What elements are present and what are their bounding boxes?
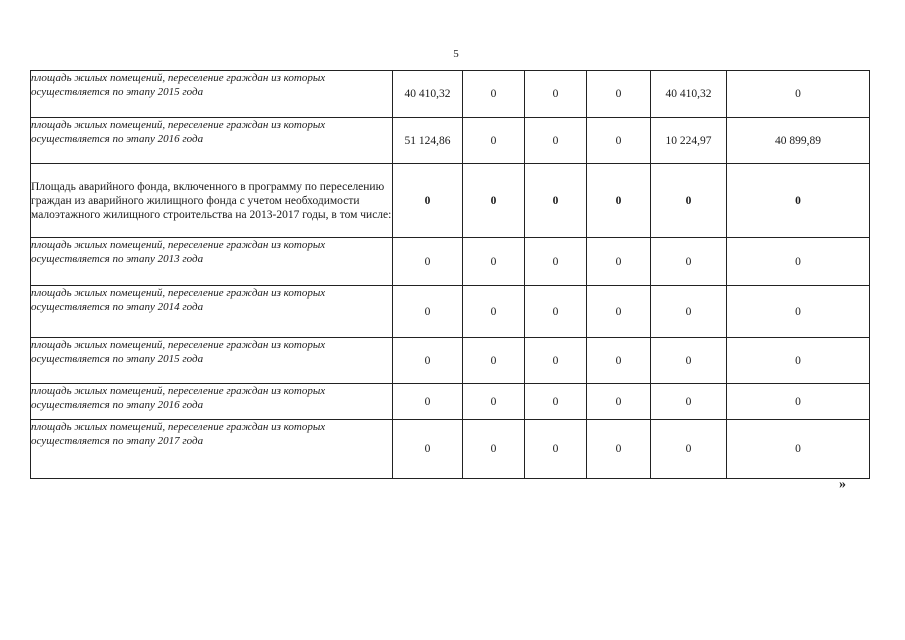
value-cell: 0 [525, 118, 587, 164]
value-cell: 0 [651, 420, 727, 479]
table-row [31, 238, 870, 286]
value-cell: 0 [727, 338, 870, 384]
value-cell: 0 [393, 384, 463, 420]
value-cell: 51 124,86 [393, 118, 463, 164]
table-row [31, 384, 870, 420]
row-label: площадь жилых помещений, переселение граждан из которых осуществляется по этапу 2016 года [31, 384, 393, 420]
row-label: площадь жилых помещений, переселение граждан из которых осуществляется по этапу 2016 года [31, 118, 393, 164]
value-cell: 0 [393, 338, 463, 384]
value-cell: 0 [651, 164, 727, 238]
value-cell: 0 [587, 384, 651, 420]
value-cell: 0 [525, 238, 587, 286]
value-cell: 0 [463, 118, 525, 164]
value-cell: 0 [727, 238, 870, 286]
value-cell: 0 [393, 420, 463, 479]
value-cell: 0 [587, 420, 651, 479]
value-cell: 0 [525, 384, 587, 420]
value-cell: 0 [525, 338, 587, 384]
value-cell: 0 [587, 238, 651, 286]
value-cell: 0 [463, 164, 525, 238]
value-cell: 0 [525, 286, 587, 338]
value-cell: 0 [587, 338, 651, 384]
value-cell: 0 [587, 118, 651, 164]
value-cell: 0 [651, 384, 727, 420]
table-row [31, 420, 870, 479]
row-label: Площадь аварийного фонда, включенного в программу по переселению граждан из аварийного жилищного фонда с учетом необходимости малоэтажного жилищного строительства на 2013-2017 годы, в том числе: [31, 164, 393, 238]
value-cell: 0 [393, 238, 463, 286]
value-cell: 0 [727, 164, 870, 238]
row-label: площадь жилых помещений, переселение граждан из которых осуществляется по этапу 2014 года [31, 286, 393, 338]
row-label: площадь жилых помещений, переселение граждан из которых осуществляется по этапу 2017 года [31, 420, 393, 479]
value-cell: 0 [587, 286, 651, 338]
value-cell: 0 [587, 164, 651, 238]
table-row [31, 286, 870, 338]
value-cell: 0 [463, 71, 525, 118]
value-cell: 0 [463, 286, 525, 338]
value-cell: 0 [525, 420, 587, 479]
value-cell: 40 899,89 [727, 118, 870, 164]
table-row [31, 338, 870, 384]
data-table [30, 70, 870, 479]
value-cell: 0 [727, 420, 870, 479]
value-cell: 0 [525, 164, 587, 238]
value-cell: 0 [651, 238, 727, 286]
row-label: площадь жилых помещений, переселение граждан из которых осуществляется по этапу 2013 года [31, 238, 393, 286]
value-cell: 0 [651, 338, 727, 384]
value-cell: 0 [727, 286, 870, 338]
value-cell: 0 [525, 71, 587, 118]
value-cell: 0 [393, 286, 463, 338]
value-cell: 0 [463, 338, 525, 384]
closing-quote-mark: » [839, 477, 846, 492]
value-cell: 0 [727, 71, 870, 118]
value-cell: 0 [393, 164, 463, 238]
table-row [31, 71, 870, 118]
row-label: площадь жилых помещений, переселение граждан из которых осуществляется по этапу 2015 года [31, 338, 393, 384]
value-cell: 40 410,32 [651, 71, 727, 118]
value-cell: 0 [727, 384, 870, 420]
table-row [31, 118, 870, 164]
table-row [31, 164, 870, 238]
table-body [31, 71, 870, 479]
row-label: площадь жилых помещений, переселение граждан из которых осуществляется по этапу 2015 года [31, 71, 393, 118]
value-cell: 0 [463, 420, 525, 479]
value-cell: 10 224,97 [651, 118, 727, 164]
value-cell: 40 410,32 [393, 71, 463, 118]
value-cell: 0 [463, 384, 525, 420]
value-cell: 0 [587, 71, 651, 118]
value-cell: 0 [463, 238, 525, 286]
page-number: 5 [453, 48, 459, 60]
value-cell: 0 [651, 286, 727, 338]
